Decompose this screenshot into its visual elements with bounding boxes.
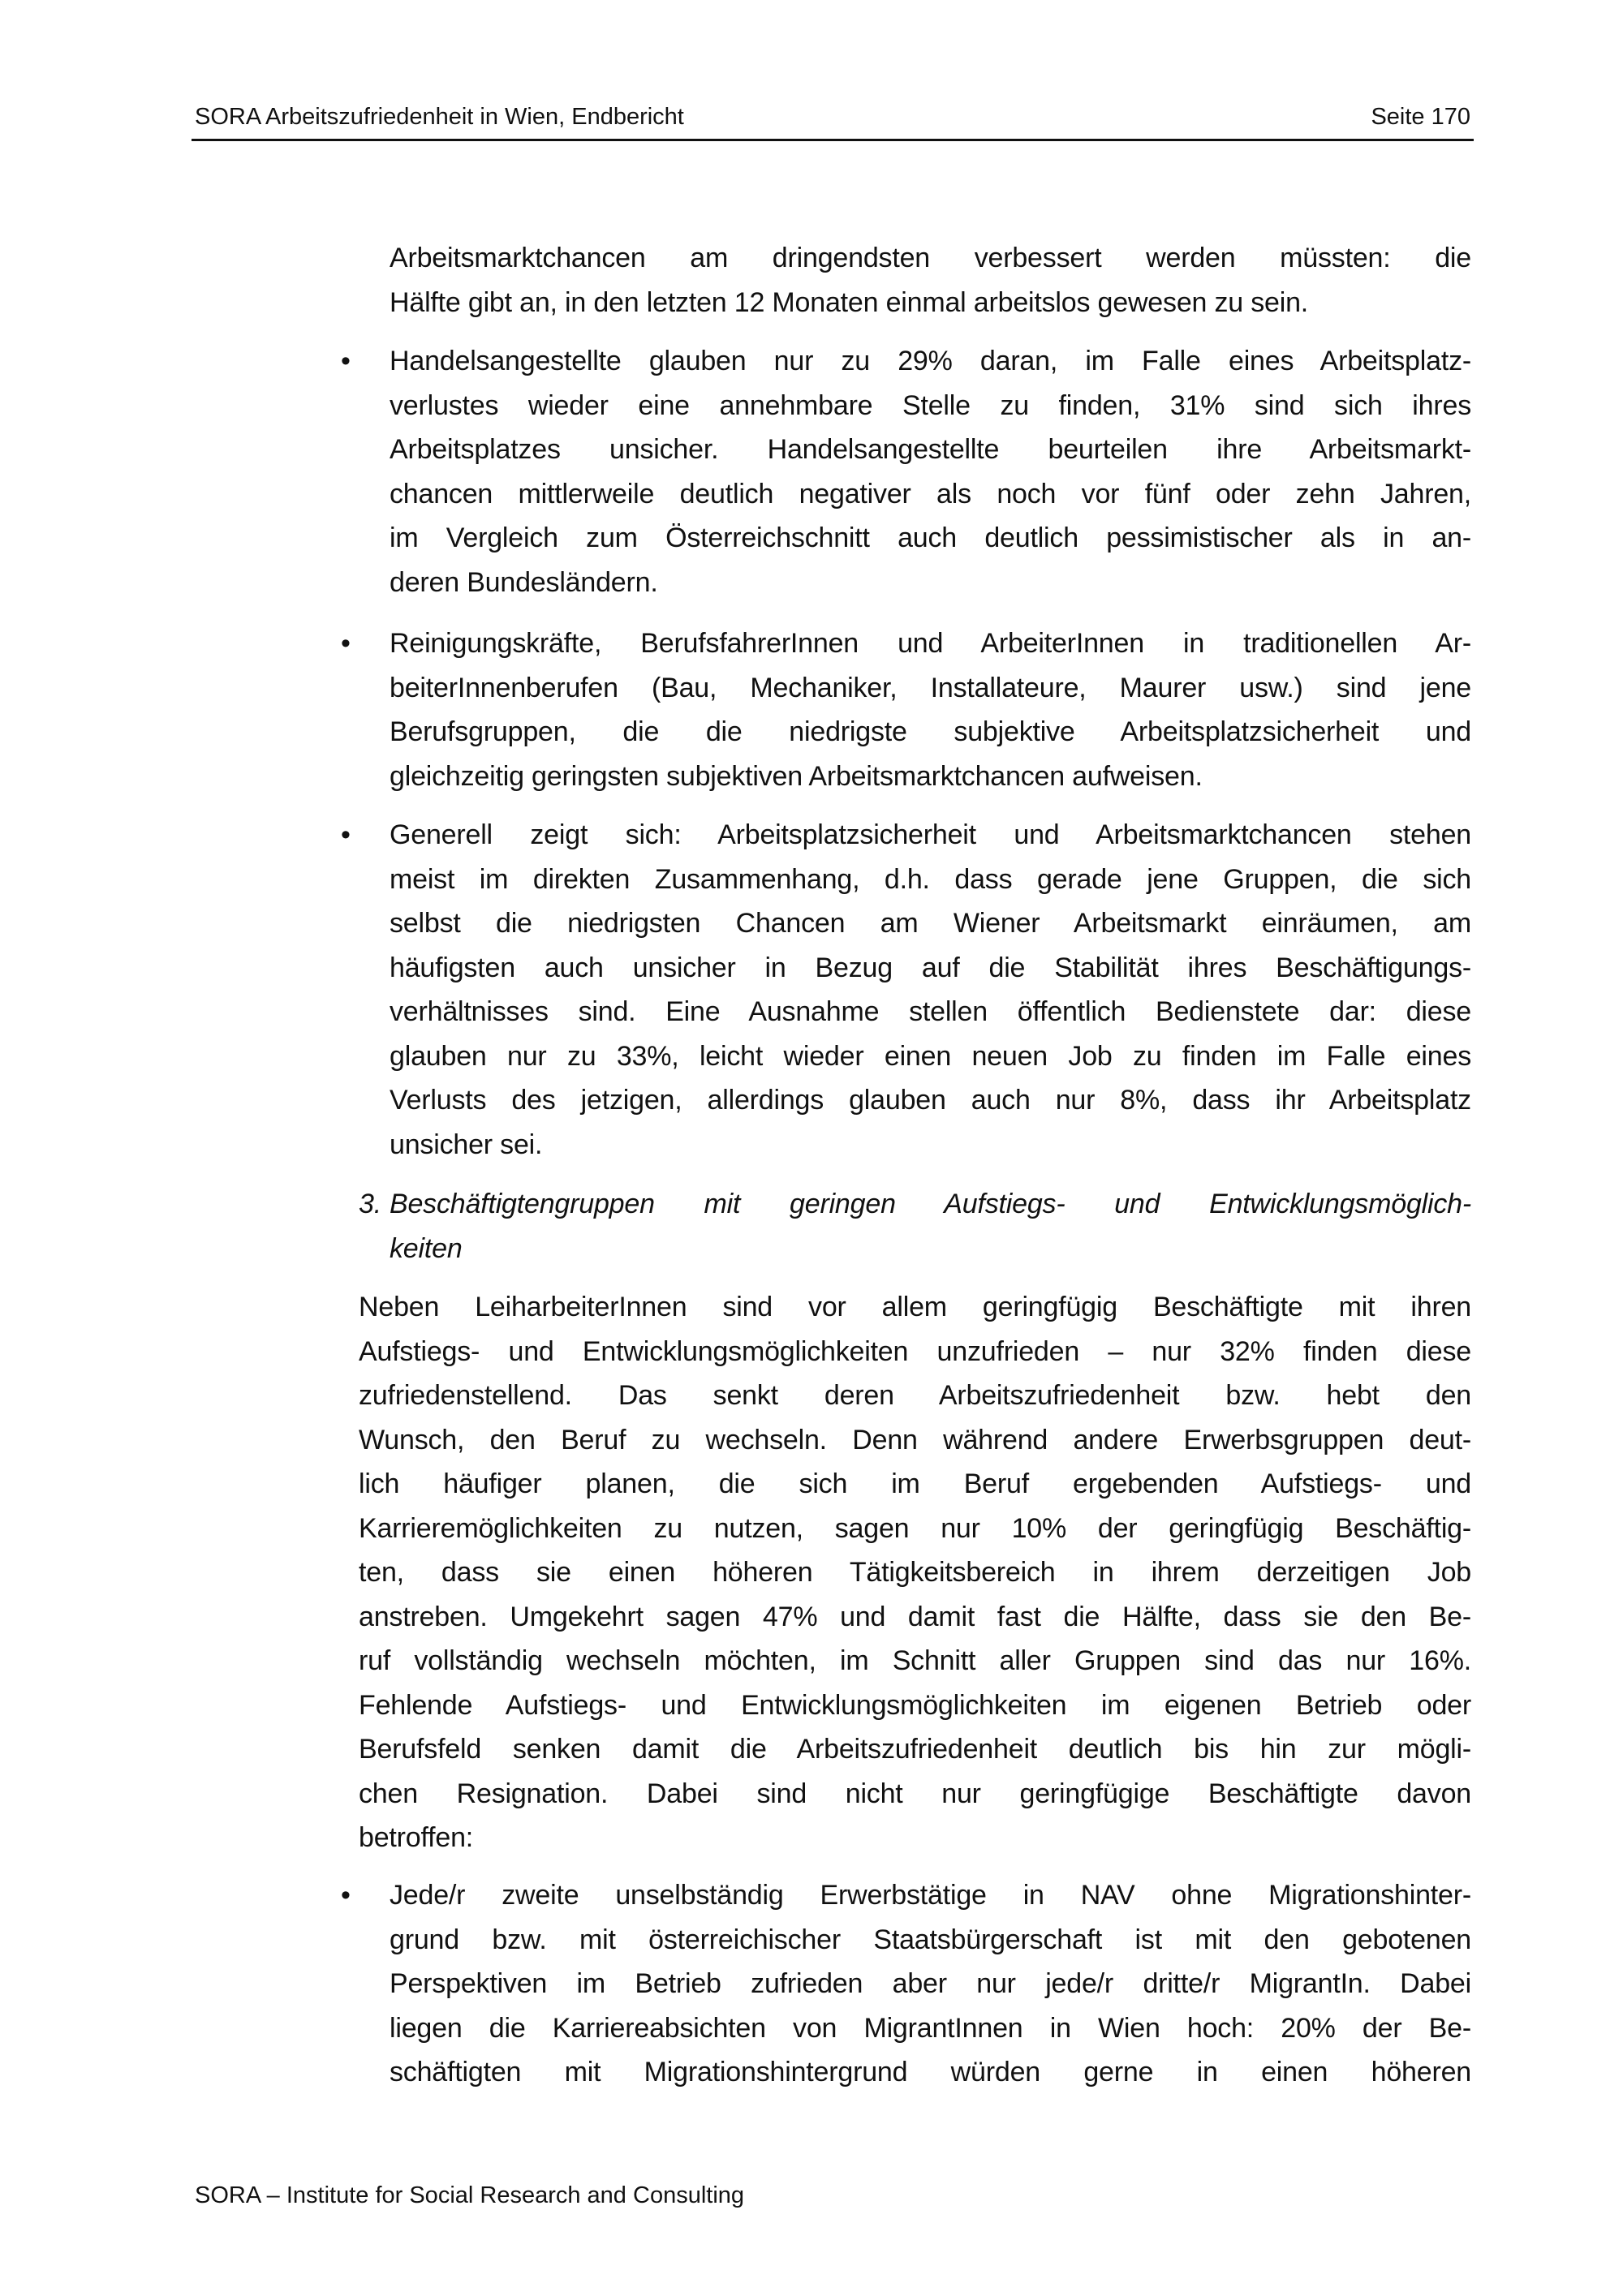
text-line: gleichzeitig geringsten subjektiven Arbeitsmarktchancen aufweisen. [390, 760, 1203, 792]
text-line: ten, dass sie einen höheren Tätigkeitsbereich in ihrem derzeitigen Job [359, 1557, 1471, 1588]
running-header-title: SORA Arbeitszufriedenheit in Wien, Endbericht [195, 104, 684, 130]
text-line: Arbeitsplatzes unsicher. Handelsangestellte beurteilen ihre Arbeitsmarkt- [390, 434, 1471, 465]
text-line: betroffen: [359, 1822, 474, 1853]
text-line: verhältnisses sind. Eine Ausnahme stellen öffentlich Bedienstete dar: diese [390, 996, 1471, 1027]
bullet-icon: • [341, 346, 351, 376]
text-line: selbst die niedrigsten Chancen am Wiener Arbeitsmarkt einräumen, am [390, 908, 1471, 939]
bullet-icon: • [341, 628, 351, 659]
text-line: Aufstiegs- und Entwicklungsmöglichkeiten unzufrieden – nur 32% finden diese [359, 1335, 1471, 1367]
text-line: Neben LeiharbeiterInnen sind vor allem geringfügig Beschäftigte mit ihren [359, 1292, 1471, 1322]
text-line: Fehlende Aufstiegs- und Entwicklungsmöglichkeiten im eigenen Betrieb oder [359, 1689, 1471, 1721]
text-line: keiten [390, 1232, 463, 1264]
text-line: verlustes wieder eine annehmbare Stelle zu finden, 31% sind sich ihres [390, 389, 1471, 421]
text-line: lich häufiger planen, die sich im Beruf ergebenden Aufstiegs- und [359, 1468, 1471, 1499]
text-line: Wunsch, den Beruf zu wechseln. Denn während andere Erwerbsgruppen deut- [359, 1424, 1471, 1455]
bullet-item [341, 813, 1471, 1167]
text-line: Beschäftigtengruppen mit geringen Aufstiegs- und Entwicklungsmöglich- [390, 1189, 1471, 1219]
text-line: Handelsangestellte glauben nur zu 29% daran, im Falle eines Arbeitsplatz- [390, 346, 1471, 376]
heading-number: 3. [359, 1189, 381, 1219]
text-line: grund bzw. mit österreichischer Staatsbürgerschaft ist mit den gebotenen [390, 1924, 1471, 1955]
text-line: Berufsgruppen, die die niedrigste subjektive Arbeitsplatzsicherheit und [390, 716, 1471, 747]
text-line: häufigsten auch unsicher in Bezug auf die Stabilität ihres Beschäftigungs- [390, 952, 1471, 983]
text-line: zufriedenstellend. Das senkt deren Arbeitszufriedenheit bzw. hebt den [359, 1380, 1471, 1411]
bullet-item [341, 621, 1471, 798]
text-line: Verlusts des jetzigen, allerdings glauben auch nur 8%, dass ihr Arbeitsplatz [390, 1085, 1471, 1116]
text-line: beiterInnenberufen (Bau, Mechaniker, Installateure, Maurer usw.) sind jene [390, 672, 1471, 703]
text-line: Karrieremöglichkeiten zu nutzen, sagen nur 10% der geringfügig Beschäftig- [359, 1512, 1471, 1544]
text-line: Jede/r zweite unselbständig Erwerbstätige in NAV ohne Migrationshinter- [390, 1880, 1471, 1911]
text-line: glauben nur zu 33%, leicht wieder einen neuen Job zu finden im Falle eines [390, 1040, 1471, 1072]
bullet-item [341, 339, 1471, 604]
text-line: ruf vollständig wechseln möchten, im Schnitt aller Gruppen sind das nur 16%. [359, 1645, 1471, 1676]
paragraph [359, 1285, 1471, 1860]
text-line: chen Resignation. Dabei sind nicht nur geringfügige Beschäftigte davon [359, 1778, 1471, 1809]
paragraph [390, 236, 1471, 325]
header-rule [192, 139, 1474, 141]
text-line: chancen mittlerweile deutlich negativer als noch vor fünf oder zehn Jahren, [390, 478, 1471, 510]
text-line: Hälfte gibt an, in den letzten 12 Monaten einmal arbeitslos gewesen zu sein. [390, 286, 1309, 318]
text-line: liegen die Karriereabsichten von MigrantInnen in Wien hoch: 20% der Be- [390, 2012, 1471, 2044]
text-line: unsicher sei. [390, 1129, 543, 1160]
bullet-item [341, 1873, 1471, 2095]
bullet-icon: • [341, 1880, 351, 1911]
text-line: anstreben. Umgekehrt sagen 47% und damit fast die Hälfte, dass sie den Be- [359, 1601, 1471, 1632]
page-number: Seite 170 [1371, 104, 1470, 130]
text-line: Perspektiven im Betrieb zufrieden aber nur jede/r dritte/r MigrantIn. Dabei [390, 1968, 1471, 1999]
text-line: Arbeitsmarktchancen am dringendsten verbessert werden müssten: die [390, 243, 1471, 273]
footer-text: SORA – Institute for Social Research and Consulting [195, 2182, 745, 2208]
text-line: Berufsfeld senken damit die Arbeitszufriedenheit deutlich bis hin zur mögli- [359, 1734, 1471, 1765]
text-line: meist im direkten Zusammenhang, d.h. dass gerade jene Gruppen, die sich [390, 863, 1471, 895]
bullet-icon: • [341, 819, 351, 850]
text-line: im Vergleich zum Österreichschnitt auch deutlich pessimistischer als in an- [390, 522, 1471, 553]
text-line: deren Bundesländern. [390, 566, 658, 598]
section-heading [359, 1182, 1471, 1271]
text-line: schäftigten mit Migrationshintergrund würden gerne in einen höheren [390, 2057, 1471, 2087]
text-line: Reinigungskräfte, BerufsfahrerInnen und ArbeiterInnen in traditionellen Ar- [390, 628, 1471, 659]
text-line: Generell zeigt sich: Arbeitsplatzsicherheit und Arbeitsmarktchancen stehen [390, 819, 1471, 850]
